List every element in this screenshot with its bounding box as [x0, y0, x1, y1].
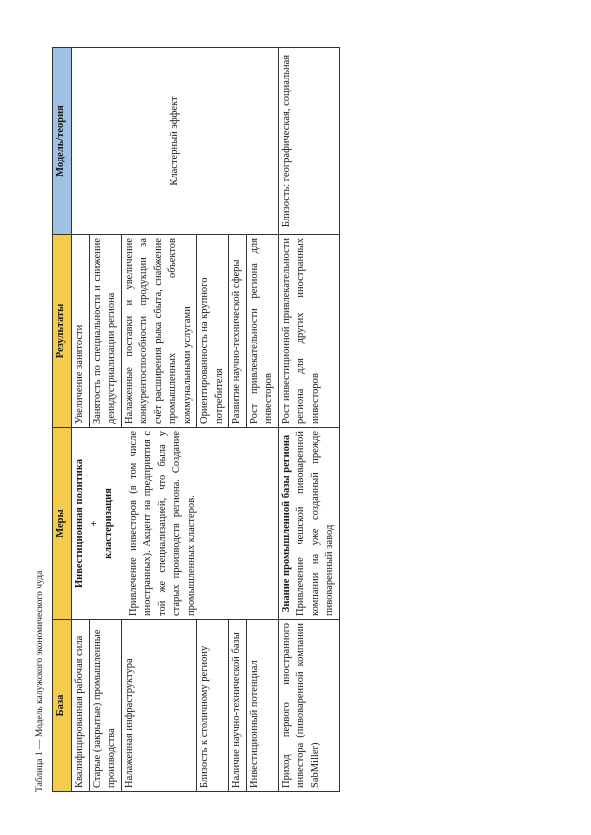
- theory-cell: Близость: географическая, социальная: [278, 48, 339, 235]
- base-cell: Близость к столичному региону: [197, 620, 229, 792]
- header-theory: Модель/теория: [53, 48, 72, 235]
- model-table: [52, 47, 340, 792]
- measures-cell-industrial-base: [278, 428, 339, 620]
- base-cell: Инвестиционный потенциал: [246, 620, 278, 792]
- measure-title: Знание промышленной базы региона: [280, 434, 292, 613]
- base-cell: Квалифицированная рабочая сила: [72, 620, 90, 792]
- measure-description: Привлечение чешской пивоваренной компании на уже созданный прежде пивоваренный завод: [295, 431, 335, 616]
- header-measures: Меры: [53, 428, 72, 620]
- result-cell: Рост инвестиционной привлекательности региона для других иностранных инвесторов: [278, 235, 339, 428]
- table-row: [278, 48, 339, 792]
- table-caption: Таблица 1 — Модель калужского экономического чуда: [35, 570, 45, 792]
- result-cell: Рост привлекательности региона для инвесторов: [246, 235, 278, 428]
- base-cell: Налаженная инфраструктура: [121, 620, 197, 792]
- base-cell: Старые (закрытые) промышленные производства: [89, 620, 121, 792]
- result-cell: Ориентированность на крупного потребителя: [197, 235, 229, 428]
- header-row: [53, 48, 72, 792]
- result-cell: Развитие научно-технической сферы: [229, 235, 247, 428]
- measure-title: кластеризация: [103, 488, 114, 559]
- measure-description: Привлечение инвесторов (в том числе иностранных). Акцент на предприятия с той же специализацией, что была у старых производств региона. Создание промышленных кластеров.: [127, 431, 197, 616]
- header-results: Результаты: [53, 235, 72, 428]
- result-cell: Налаженные поставки и увеличение конкурентоспособности продукции за счёт расширения рыка сбыта, снабжение промышленных объектов коммунальными услугами: [121, 235, 197, 428]
- measure-plus: +: [88, 520, 100, 527]
- table-row: [72, 48, 90, 792]
- theory-cell: Кластерный эффект: [72, 48, 279, 235]
- header-base: База: [53, 620, 72, 792]
- result-cell: Занятость по специальности и снижение деиндустриализации региона: [89, 235, 121, 428]
- measures-cell-investment: [72, 428, 279, 620]
- result-cell: Увеличение занятости: [72, 235, 90, 428]
- base-cell: Наличие научно-технической базы: [229, 620, 247, 792]
- base-cell: Приход первого иностранного инвестора (пивоваренной компании SabMiller): [278, 620, 339, 792]
- measure-title: Инвестиционная политика: [74, 459, 85, 588]
- rotated-table-page: [32, 48, 570, 792]
